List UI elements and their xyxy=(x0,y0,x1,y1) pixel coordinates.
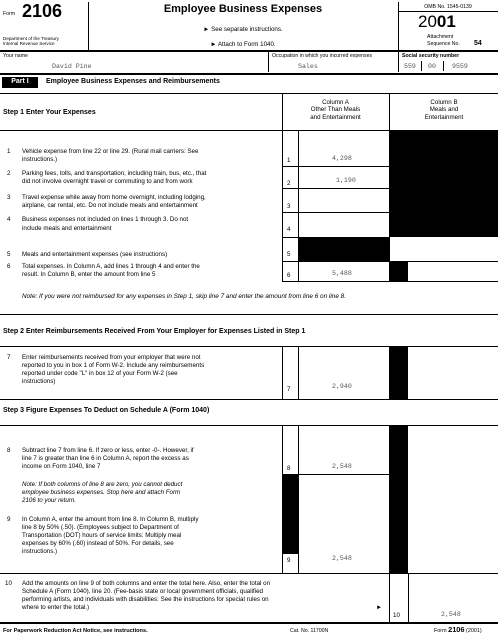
dept-treasury: Department of the Treasury xyxy=(3,36,59,41)
line10-text4: where to enter the total.) xyxy=(22,604,90,611)
footer-form-number: 2106 xyxy=(448,625,465,634)
line1-number: 1 xyxy=(7,148,11,155)
line9-text4: expenses by 60% (.60) instead of 50%. For details, see xyxy=(22,540,174,547)
see-instructions: ► See separate instructions. xyxy=(203,26,283,33)
line2-box: 2 xyxy=(287,180,291,187)
line8-note3: 2106 to your return. xyxy=(22,497,77,504)
part1-title: Employee Business Expenses and Reimbursements xyxy=(46,78,220,85)
line2-value[interactable]: 1,190 xyxy=(336,177,356,184)
line3-text1: Travel expense while away from home overnight, including lodging, xyxy=(22,194,206,201)
line8-text2: line 7 is greater than line 6 in Column A, report the excess as xyxy=(22,455,189,462)
line1-text1: Vehicle expense from line 22 or line 29. (Rural mail carriers: See xyxy=(22,148,199,155)
line10-text1: Add the amounts on line 9 of both columns and enter the total here. Also, enter the total on xyxy=(22,580,271,587)
line4-text2: include meals and entertainment xyxy=(22,225,112,232)
line9-number: 9 xyxy=(7,516,11,523)
line6-value[interactable]: 5,488 xyxy=(332,270,352,277)
step3-title: Step 3 Figure Expenses To Deduct on Schedule A (Form 1040) xyxy=(3,407,210,414)
line9-text5: instructions.) xyxy=(22,548,58,555)
line8-text1: Subtract line 7 from line 6. If zero or less, enter -0-. However, if xyxy=(22,447,194,454)
sequence-label: Sequence No. xyxy=(427,41,460,47)
ssn-field-2[interactable]: 00 xyxy=(428,63,436,70)
tax-year xyxy=(418,12,456,31)
line8-value[interactable]: 2,548 xyxy=(332,463,352,470)
footer-catalog-number: Cat. No. 11700N xyxy=(290,628,329,634)
line6-text2: result. In Column B, enter the amount from line 5 xyxy=(22,271,156,278)
step2-title: Step 2 Enter Reimbursements Received From Your Employer for Expenses Listed in Step 1 xyxy=(3,328,306,335)
attach-to-1040: ► Attach to Form 1040. xyxy=(210,41,276,48)
part1-tag: Part I xyxy=(2,77,38,88)
column-b-header xyxy=(390,99,498,121)
name-field[interactable]: David Pine xyxy=(52,63,92,70)
form-word: Form xyxy=(3,11,16,17)
line8-box: 8 xyxy=(287,465,291,472)
line6-number: 6 xyxy=(7,263,11,270)
line2-number: 2 xyxy=(7,170,11,177)
line10-box: 10 xyxy=(393,612,400,619)
line8-note2: employee business expenses. Stop here and attach Form xyxy=(22,489,181,496)
line6-text1: Total expenses. In Column A, add lines 1 through 4 and enter the xyxy=(22,263,200,270)
line7-number: 7 xyxy=(7,354,11,361)
line9-text1: In Column A, enter the amount from line 8. In Column B, multiply xyxy=(22,516,199,523)
line7-box: 7 xyxy=(287,386,291,393)
occupation-field[interactable]: Sales xyxy=(298,63,318,70)
line2-text2: did not involve overnight travel or commuting to and from work xyxy=(22,178,193,185)
line10-text2: Schedule A (Form 1040), line 20. (Fee-basis state or local government officials, qualified xyxy=(22,588,263,595)
line5-number: 5 xyxy=(7,251,11,258)
line4-number: 4 xyxy=(7,216,11,223)
line7-value[interactable]: 2,940 xyxy=(332,383,352,390)
column-b-title: Column B xyxy=(430,99,458,106)
line1-text2: instructions.) xyxy=(22,156,58,163)
step1-note: Note: If you were not reimbursed for any expenses in Step 1, skip line 7 and enter the amount from line 6 on line 8. xyxy=(22,293,346,300)
form-title: Employee Business Expenses xyxy=(163,3,323,15)
column-a-header xyxy=(283,99,388,121)
name-label: Your name xyxy=(3,53,28,59)
line8-number: 8 xyxy=(7,447,11,454)
line1-box: 1 xyxy=(287,157,291,164)
line3-box: 3 xyxy=(287,203,291,210)
line6-box: 6 xyxy=(287,272,291,279)
sequence-number: 54 xyxy=(474,40,482,47)
line7-text3: reported under code "L" in box 12 of your Form W-2 (see xyxy=(22,370,178,377)
form-number: 2106 xyxy=(22,1,63,21)
step1-title: Step 1 Enter Your Expenses xyxy=(3,109,96,116)
line9-text3: Transportation (DOT) hours of service limits: Multiply meal xyxy=(22,532,182,539)
line9-box: 9 xyxy=(287,557,291,564)
footer-form-id xyxy=(434,626,482,635)
line7-text1: Enter reimbursements received from your employer that were not xyxy=(22,354,201,361)
line8-note1: Note: If both columns of line 8 are zero, you cannot deduct xyxy=(22,481,183,488)
dept-irs: Internal Revenue Service xyxy=(3,41,55,46)
line5-text1: Meals and entertainment expenses (see instructions) xyxy=(22,251,168,258)
line8-text3: income on Form 1040, line 7 xyxy=(22,463,101,470)
column-b-sub2: Entertainment xyxy=(424,113,464,121)
line3-text2: airplane, car rental, etc. Do not include meals and entertainment xyxy=(22,202,198,209)
column-a-sub1: Other Than Meals xyxy=(310,106,361,114)
line10-arrow-icon: ► xyxy=(376,604,383,611)
line10-value[interactable]: 2,548 xyxy=(441,611,461,618)
ssn-field-1[interactable]: 559 xyxy=(404,63,416,70)
line10-text3: performing artists, and individuals with disabilities: See the instructions for special rules on xyxy=(22,596,269,603)
footer-paperwork-notice: For Paperwork Reduction Act Notice, see instructions. xyxy=(3,628,148,634)
omb-number: OMB No. 1545-0139 xyxy=(424,4,472,10)
ssn-label: Social security number xyxy=(402,53,460,59)
line1-value[interactable]: 4,298 xyxy=(332,155,352,162)
line4-box: 4 xyxy=(287,226,291,233)
footer-form-word: Form xyxy=(434,628,447,634)
tax-year-digits: 01 xyxy=(436,12,456,31)
occupation-label: Occupation in which you incurred expenses xyxy=(272,53,373,59)
column-a-sub2: and Entertainment xyxy=(310,113,361,121)
line3-number: 3 xyxy=(7,194,11,201)
line4-text1: Business expenses not included on lines 1 through 3. Do not xyxy=(22,216,189,223)
line7-text4: instructions) xyxy=(22,378,56,385)
line7-text2: reported to you in box 1 of Form W-2. Include any reimbursements xyxy=(22,362,205,369)
line2-text1: Parking fees, tolls, and transportation, including train, bus, etc., that xyxy=(22,170,207,177)
tax-year-century: 20 xyxy=(418,12,437,31)
line10-number: 10 xyxy=(5,580,12,587)
column-a-title: Column A xyxy=(322,99,349,106)
attachment-label: Attachment xyxy=(427,34,454,40)
ssn-field-3[interactable]: 9559 xyxy=(452,63,468,70)
line5-box: 5 xyxy=(287,251,291,258)
column-b-sub1: Meals and xyxy=(429,106,459,114)
line9-text2: line 8 by 50% (.50). (Employees subject to Department of xyxy=(22,524,179,531)
line9-value[interactable]: 2,548 xyxy=(332,555,352,562)
footer-form-year: (2001) xyxy=(466,628,482,634)
